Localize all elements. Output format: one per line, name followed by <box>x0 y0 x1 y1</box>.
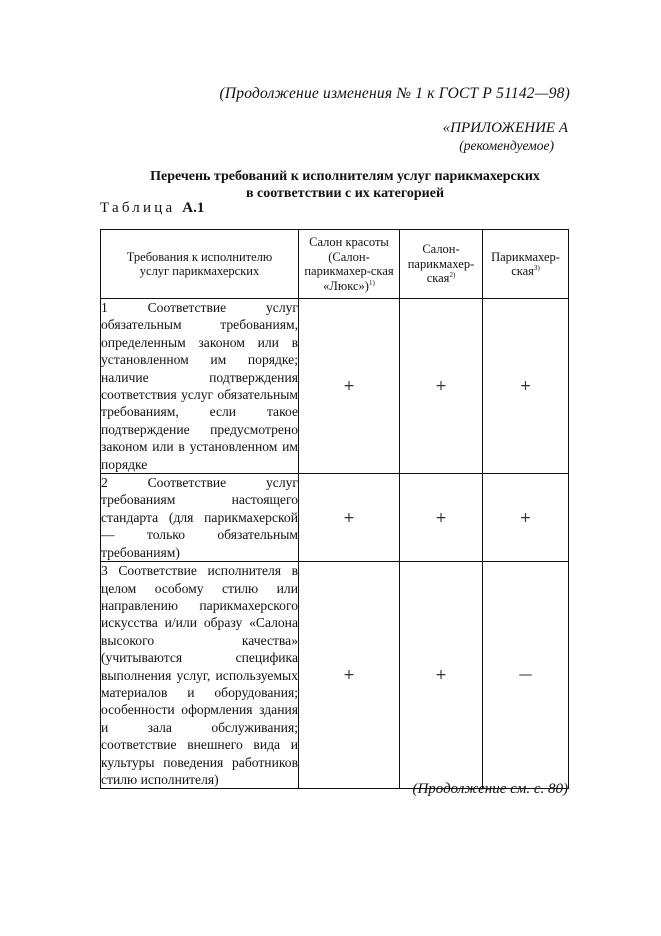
table-row <box>101 474 569 562</box>
appendix-heading <box>443 120 568 154</box>
requirement-cell: 3 Соответствие исполнителя в целом особому стилю или направлению парикмахерского искусства и/или образу «Салона высокого качества» (учитываются специфика выполнения услуг, используемых материалов и оборудования; особенности оформления здания и зала обслуживания; соответствие внешнего вида и культуры поведения работников стилю исполнителя) <box>101 563 298 787</box>
value-cell: — <box>483 562 569 789</box>
requirements-table <box>100 229 569 789</box>
footnote-marker: 1) <box>368 278 375 287</box>
column-header-requirements: Требования к исполнителю услуг парикмахерских <box>101 230 299 299</box>
column-header-barbershop: Парикмахер-ская$^{3)}$ <box>483 230 569 299</box>
value-cell: + <box>483 474 569 562</box>
column-header-hair-salon: Салон-парикмахер-ская$^{2)}$ <box>400 230 483 299</box>
column-header-beauty-salon: Салон красоты (Салон-парикмахер-ская «Люкс»)$^{1)}$ <box>299 230 400 299</box>
requirement-cell: 2 Соответствие услуг требованиям настоящего стандарта (для парикмахерской — только обязательным требованиям) <box>101 475 298 560</box>
value-cell: + <box>299 562 400 789</box>
document-title-line-1: Перечень требований к исполнителям услуг парикмахерских <box>150 169 540 184</box>
document-title-line-2: в соответствии с их категорией <box>245 186 445 201</box>
value-cell: + <box>299 299 400 474</box>
table-label-word: Таблица <box>100 200 176 216</box>
table-label-number: А.1 <box>182 200 205 216</box>
appendix-note: (рекомендуемое) <box>459 138 554 153</box>
value-cell: + <box>400 299 483 474</box>
value-cell: + <box>400 474 483 562</box>
table-label <box>100 200 204 217</box>
continuation-header: (Продолжение изменения № 1 к ГОСТ Р 51142—98) <box>219 85 570 102</box>
footnote-marker: 3) <box>533 263 540 272</box>
document-title <box>100 168 590 202</box>
requirement-cell: 1 Соответствие услуг обязательным требованиям, определенным законом или в установленном им порядке; наличие подтверждения соответствия услуг обязательным требованиям, если такое подтверждение предусмотрено законом или в установленном им порядке <box>101 300 298 472</box>
value-cell: + <box>483 299 569 474</box>
table-header-row <box>101 230 569 299</box>
footnote-marker: 2) <box>449 271 456 280</box>
appendix-label: «ПРИЛОЖЕНИЕ А <box>442 120 568 136</box>
table-row <box>101 299 569 474</box>
continuation-footer: (Продолжение см. с. 80) <box>412 781 568 797</box>
value-cell: + <box>299 474 400 562</box>
table-row <box>101 562 569 789</box>
value-cell: + <box>400 562 483 789</box>
